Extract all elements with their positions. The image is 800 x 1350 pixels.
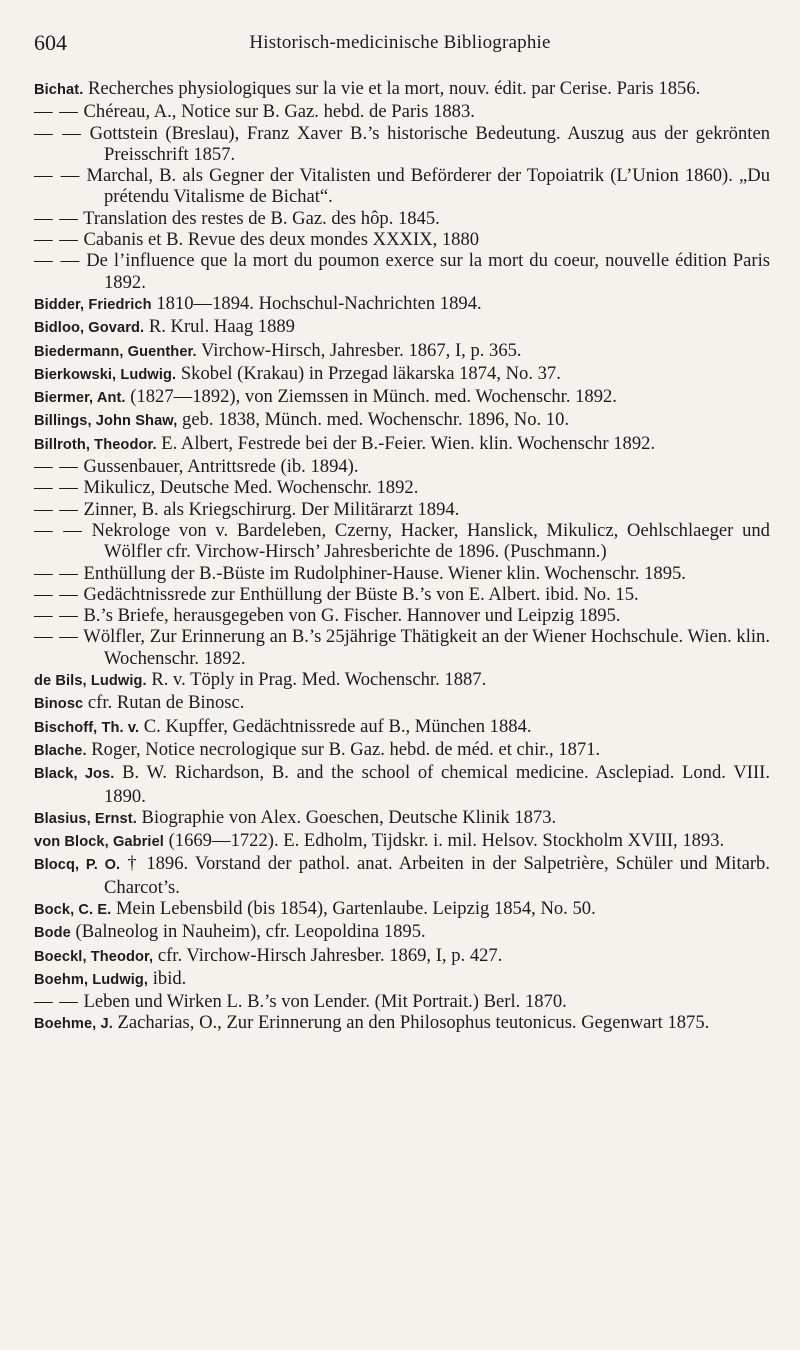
entry-repeat-dash: — — xyxy=(34,101,79,123)
entry-heading: de Bils, Ludwig. xyxy=(34,673,147,690)
entry-text: R. Krul. Haag 1889 xyxy=(148,316,295,338)
bibliography-entry xyxy=(34,626,770,669)
entry-text: Recherches physiologiques sur la vie et la mort, nouv. édit. par Cerise. Paris 1856. xyxy=(88,78,701,99)
entry-heading: Blasius, Ernst. xyxy=(34,810,137,827)
entry-repeat-dash: — — xyxy=(34,583,79,605)
entry-heading: Bidloo, Govard. xyxy=(34,320,145,337)
entry-heading: Bode xyxy=(34,925,71,942)
entry-text: E. Albert, Festrede bei der B.-Feier. Wien. klin. Wochenschr 1892. xyxy=(161,432,656,454)
entry-repeat-dash: — — xyxy=(34,456,79,478)
bibliography-entry xyxy=(34,499,770,520)
bibliography-entry xyxy=(34,208,770,229)
bibliography-entry xyxy=(34,898,770,921)
bibliography-entry xyxy=(34,293,770,316)
entry-text: Marchal, B. als Gegner der Vitalisten und Beförderer der Topoiatrik (L’Union 1860). „Du prétendu Vitalisme de Bichat“. xyxy=(86,165,770,208)
entry-text: Roger, Notice necrologique sur B. Gaz. hebd. de méd. et chir., 1871. xyxy=(91,738,601,760)
entry-text: Gedächtnissrede zur Enthüllung der Büste B.’s von E. Albert. ibid. No. 15. xyxy=(83,583,639,605)
entry-repeat-dash: — — xyxy=(34,498,79,520)
bibliography-entry xyxy=(34,563,770,584)
bibliography-entry xyxy=(34,830,770,853)
entry-text: Mikulicz, Deutsche Med. Wochenschr. 1892. xyxy=(83,477,419,499)
entry-text: Zacharias, O., Zur Erinnerung an den Philosophus teutonicus. Gegenwart 1875. xyxy=(117,1012,710,1034)
bibliography-entry xyxy=(34,229,770,250)
entry-heading: Billroth, Theodor. xyxy=(34,436,157,453)
entry-heading: Billings, John Shaw, xyxy=(34,413,178,430)
entry-repeat-dash: — — xyxy=(34,165,81,187)
bibliography-entry xyxy=(34,853,770,898)
entry-heading: Boehme, J. xyxy=(34,1016,113,1033)
bibliography-entry xyxy=(34,340,770,363)
entry-text: (1827—1892), von Ziemssen in Münch. med. Wochenschr. 1892. xyxy=(130,386,617,408)
bibliography-entry xyxy=(34,945,770,968)
entry-repeat-dash: — — xyxy=(34,605,79,627)
entry-text: cfr. Rutan de Binosc. xyxy=(87,692,245,714)
entry-text: 1810—1894. Hochschul-Nachrichten 1894. xyxy=(156,292,482,314)
bibliography-list xyxy=(34,78,770,1036)
entry-repeat-dash: — — xyxy=(34,519,83,541)
entry-text: Zinner, B. als Kriegschirurg. Der Militärarzt 1894. xyxy=(83,498,460,520)
page-number: 604 xyxy=(34,30,67,55)
bibliography-entry xyxy=(34,716,770,739)
entry-text: cfr. Virchow-Hirsch Jahresber. 1869, I, p. 427. xyxy=(157,944,503,966)
bibliography-entry xyxy=(34,739,770,762)
entry-text: B.’s Briefe, herausgegeben von G. Fischer. Hannover und Leipzig 1895. xyxy=(83,605,621,627)
entry-text: Biographie von Alex. Goeschen, Deutsche Klinik 1873. xyxy=(141,806,557,828)
bibliography-entry xyxy=(34,520,770,563)
bibliography-entry xyxy=(34,477,770,498)
bibliography-entry xyxy=(34,692,770,715)
entry-heading: Biedermann, Guenther. xyxy=(34,343,197,360)
bibliography-entry xyxy=(34,921,770,944)
entry-repeat-dash: — — xyxy=(34,122,82,144)
entry-heading: Bidder, Friedrich xyxy=(34,296,152,313)
entry-text: R. v. Töply in Prag. Med. Wochenschr. 1887. xyxy=(151,669,487,691)
entry-text: geb. 1838, Münch. med. Wochenschr. 1896, No. 10. xyxy=(182,409,570,431)
running-title: Historisch-medicinische Bibliographie xyxy=(249,32,551,53)
bibliography-entry xyxy=(34,991,770,1012)
entry-heading: Black, Jos. xyxy=(34,766,115,783)
bibliography-entry xyxy=(34,968,770,991)
entry-heading: Boehm, Ludwig, xyxy=(34,971,149,988)
entry-text: Skobel (Krakau) in Przegad läkarska 1874, No. 37. xyxy=(180,362,561,384)
bibliography-entry xyxy=(34,762,770,807)
bibliography-entry xyxy=(34,101,770,122)
entry-heading: Bischoff, Th. v. xyxy=(34,719,140,736)
entry-heading: Boeckl, Theodor, xyxy=(34,948,154,965)
entry-text: Nekrologe von v. Bardeleben, Czerny, Hacker, Hanslick, Mikulicz, Oehlschlaeger und Wölfler cfr. Virchow-Hirsch’ Jahresberichte de 1896. (Puschmann.) xyxy=(91,519,770,563)
entry-text: De l’influence que la mort du poumon exerce sur la mort du coeur, nouvelle édition Paris 1892. xyxy=(86,250,770,293)
bibliography-entry xyxy=(34,669,770,692)
entry-text: B. W. Richardson, B. and the school of chemical medicine. Asclepiad. Lond. VIII. 1890. xyxy=(104,762,770,807)
bibliography-entry xyxy=(34,363,770,386)
bibliography-entry xyxy=(34,250,770,293)
bibliography-entry xyxy=(34,807,770,830)
entry-text: Gussenbauer, Antrittsrede (ib. 1894). xyxy=(83,456,359,478)
bibliography-entry xyxy=(34,584,770,605)
entry-text: Wölfler, Zur Erinnerung an B.’s 25jährige Thätigkeit an der Wiener Hochschule. Wien. klin. Wochenschr. 1892. xyxy=(83,626,771,669)
entry-text: (Balneolog in Nauheim), cfr. Leopoldina 1895. xyxy=(75,921,426,943)
entry-text: Chéreau, A., Notice sur B. Gaz. hebd. de Paris 1883. xyxy=(83,101,475,123)
entry-text: ibid. xyxy=(152,967,187,989)
entry-heading: Blocq, P. O. xyxy=(34,857,121,874)
entry-text: Mein Lebensbild (bis 1854), Gartenlaube. Leipzig 1854, No. 50. xyxy=(116,897,596,919)
entry-repeat-dash: — — xyxy=(34,626,79,648)
page-header xyxy=(34,30,766,60)
entry-text: Enthüllung der B.-Büste im Rudolphiner-Hause. Wiener klin. Wochenschr. 1895. xyxy=(83,562,686,584)
bibliography-entry xyxy=(34,165,770,208)
bibliography-entry xyxy=(34,605,770,626)
entry-heading: von Block, Gabriel xyxy=(34,834,164,851)
entry-heading: Binosc xyxy=(34,696,84,713)
bibliography-entry xyxy=(34,123,770,166)
bibliography-entry xyxy=(34,409,770,432)
entry-repeat-dash: — — xyxy=(34,250,81,272)
entry-repeat-dash: — — xyxy=(34,562,79,584)
entry-heading: Bichat. xyxy=(34,82,84,98)
bibliography-entry xyxy=(34,433,770,456)
entry-heading: Bierkowski, Ludwig. xyxy=(34,366,177,383)
entry-text: Translation des restes de B. Gaz. des hôp. 1845. xyxy=(83,207,440,229)
entry-repeat-dash: — — xyxy=(34,991,79,1013)
bibliography-entry xyxy=(34,456,770,477)
entry-repeat-dash: — — xyxy=(34,477,79,499)
entry-text: Virchow-Hirsch, Jahresber. 1867, I, p. 365. xyxy=(200,339,522,361)
bibliography-entry xyxy=(34,1012,770,1035)
entry-text: C. Kupffer, Gedächtnissrede auf B., München 1884. xyxy=(143,715,532,737)
bibliography-entry xyxy=(34,78,770,101)
entry-heading: Bock, C. E. xyxy=(34,901,112,918)
entry-repeat-dash: — — xyxy=(34,207,79,229)
entry-text: Gottstein (Breslau), Franz Xaver B.’s historische Bedeutung. Auszug aus der gekrönten Preisschrift 1857. xyxy=(89,122,770,165)
entry-heading: Blache. xyxy=(34,742,87,759)
entry-heading: Biermer, Ant. xyxy=(34,390,126,407)
entry-text: Cabanis et B. Revue des deux mondes XXXIX, 1880 xyxy=(83,229,480,251)
entry-text: (1669—1722). E. Edholm, Tijdskr. i. mil. Helsov. Stockholm XVIII, 1893. xyxy=(168,830,725,852)
bibliography-entry xyxy=(34,316,770,339)
entry-repeat-dash: — — xyxy=(34,229,79,251)
bibliography-entry xyxy=(34,386,770,409)
entry-text: † 1896. Vorstand der pathol. anat. Arbeiten in der Salpetrière, Schüler und Mitarb. Charcot’s. xyxy=(104,853,771,898)
entry-text: Leben und Wirken L. B.’s von Lender. (Mit Portrait.) Berl. 1870. xyxy=(83,991,567,1013)
